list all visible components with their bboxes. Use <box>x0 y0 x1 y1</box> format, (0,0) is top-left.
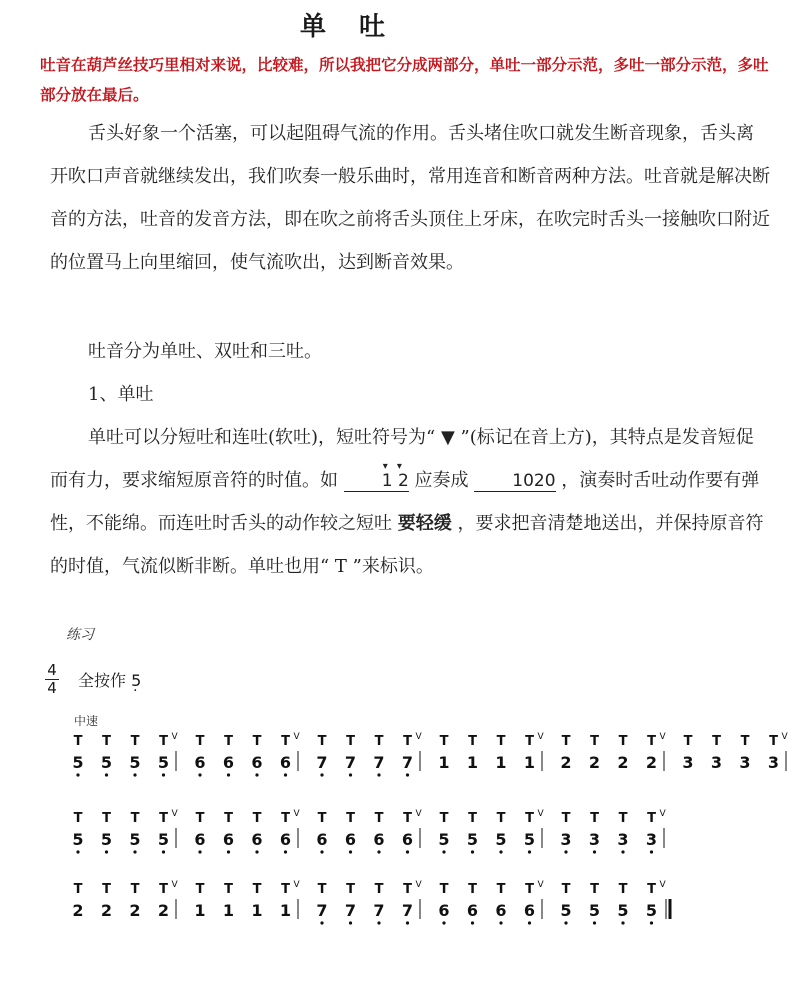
score-note: 7 <box>401 753 414 772</box>
octave-dot-below <box>320 773 323 776</box>
score-note: 3 <box>560 830 572 849</box>
score-note: 6 <box>194 830 206 849</box>
tongue-mark: T <box>769 734 778 749</box>
score-note: 6 <box>251 753 263 772</box>
score-note: 7 <box>344 901 357 920</box>
score-note: 2 <box>645 753 658 772</box>
tongue-mark: T <box>195 882 205 897</box>
octave-dot-below <box>105 850 108 853</box>
tongue-mark: T <box>439 882 449 897</box>
octave-dot-below <box>76 773 79 776</box>
paragraph-tonguing-types: 吐音分为单吐、双吐和三吐。 <box>88 341 322 362</box>
tongue-mark: T <box>73 882 83 897</box>
tongue-mark: T <box>159 811 168 826</box>
score-note: 7 <box>373 753 385 772</box>
score-note: 6 <box>222 830 235 849</box>
score-note: 5 <box>617 901 629 920</box>
tongue-mark: T <box>496 734 506 749</box>
octave-dot-below <box>255 850 258 853</box>
breath-mark: V <box>659 732 666 742</box>
tongue-mark: T <box>561 734 571 749</box>
score-note: 6 <box>344 830 357 849</box>
score-note: 2 <box>72 901 84 920</box>
octave-dot-below <box>621 921 624 924</box>
tongue-mark: T <box>525 734 534 749</box>
octave-dot-below <box>442 850 445 853</box>
octave-dot-below <box>349 850 352 853</box>
score-note: 6 <box>495 901 507 920</box>
time-signature-top: 4 <box>47 661 57 679</box>
octave-dot-below <box>349 773 352 776</box>
breath-mark: V <box>293 809 300 819</box>
breath-mark: V <box>415 732 422 742</box>
score-note: 1 <box>495 753 507 772</box>
score-note: 7 <box>316 753 328 772</box>
practice-label: 练习 <box>66 627 94 643</box>
score-note: 1 <box>466 753 479 772</box>
octave-dot-below <box>442 921 445 924</box>
score-note: 6 <box>316 830 328 849</box>
score-note: 5 <box>157 753 170 772</box>
score-note: 3 <box>710 753 723 772</box>
octave-dot-below <box>133 773 136 776</box>
score-note: 2 <box>129 901 141 920</box>
tongue-mark: T <box>525 811 534 826</box>
breath-mark: V <box>781 732 788 742</box>
time-signature-bottom: 4 <box>47 679 57 697</box>
octave-dot-below <box>593 921 596 924</box>
tongue-mark: T <box>317 882 327 897</box>
text-segment: 单吐可以分短吐和连吐(软吐)，短吐符号为“ ▼ ”(标记在音上方)，其特点是发音短促而有力，要求缩短原音符的时值。如 <box>50 427 754 491</box>
score-note: 1 <box>438 753 450 772</box>
tongue-mark: T <box>102 811 111 826</box>
score-note: 7 <box>344 753 357 772</box>
breath-mark: V <box>293 880 300 890</box>
breath-mark: V <box>415 880 422 890</box>
octave-dot-below <box>406 773 409 776</box>
score-note: 5 <box>72 753 84 772</box>
tongue-mark: T <box>590 734 599 749</box>
text-emphasis: 要轻缓 <box>397 513 452 534</box>
octave-dot-below <box>284 850 287 853</box>
octave-dot-below <box>227 850 230 853</box>
tongue-mark: T <box>468 811 477 826</box>
tongue-mark: T <box>317 811 327 826</box>
tongue-mark: T <box>130 811 140 826</box>
octave-dot-below <box>471 921 474 924</box>
score-note: 2 <box>617 753 629 772</box>
octave-dot-below <box>528 850 531 853</box>
octave-dot-below <box>564 921 567 924</box>
octave-dot-below <box>349 921 352 924</box>
tongue-mark: T <box>281 734 290 749</box>
score-note: 2 <box>560 753 572 772</box>
tongue-mark: T <box>618 734 628 749</box>
breath-mark: V <box>537 809 544 819</box>
score-note: 6 <box>438 901 450 920</box>
breath-mark: V <box>537 732 544 742</box>
tongue-mark: T <box>561 882 571 897</box>
octave-dot-below <box>162 850 165 853</box>
score-note: 1 <box>194 901 206 920</box>
tongue-mark: T <box>346 734 355 749</box>
text-segment: 应奏成 <box>414 470 469 491</box>
score-note: 3 <box>682 753 694 772</box>
tongue-mark: T <box>647 882 656 897</box>
example-notation-played: 1020 <box>474 471 555 492</box>
tongue-mark: T <box>712 734 721 749</box>
octave-dot-below <box>377 850 380 853</box>
score-note: 1 <box>523 753 536 772</box>
score-note: 3 <box>739 753 751 772</box>
fingering-text: 全按作 <box>78 671 127 690</box>
tongue-mark: T <box>590 882 599 897</box>
score-note: 7 <box>373 901 385 920</box>
octave-dot-below <box>499 850 502 853</box>
tongue-mark: T <box>130 734 140 749</box>
tongue-mark: T <box>252 882 262 897</box>
octave-dot-below <box>499 921 502 924</box>
octave-dot-below <box>621 850 624 853</box>
octave-dot-below <box>564 850 567 853</box>
section-heading-single-tonguing: 1、单吐 <box>88 384 154 405</box>
tongue-mark: T <box>403 734 412 749</box>
page-title: 单 吐 <box>300 12 398 42</box>
octave-dot-below <box>105 773 108 776</box>
octave-dot-below <box>162 773 165 776</box>
score-note: 6 <box>194 753 206 772</box>
breath-mark: V <box>293 732 300 742</box>
score-note: 6 <box>279 753 292 772</box>
tongue-mark: T <box>73 734 83 749</box>
octave-dot-below <box>76 850 79 853</box>
tongue-mark: T <box>346 811 355 826</box>
score-note: 6 <box>523 901 536 920</box>
breath-mark: V <box>171 809 178 819</box>
octave-dot-below <box>198 773 201 776</box>
tongue-mark: T <box>647 811 656 826</box>
tongue-mark: T <box>496 882 506 897</box>
tongue-mark: T <box>374 811 384 826</box>
tongue-mark: T <box>403 811 412 826</box>
octave-dot-below <box>650 921 653 924</box>
example-notation-staccato: ▾ ▾ 1 2 <box>344 471 409 492</box>
tongue-mark: T <box>102 882 111 897</box>
text-segment: ，要求把音清楚地送出，并保持原音符的时值，气流似断非断。单吐也用“ T ”来标识。 <box>50 513 764 577</box>
score-note: 5 <box>523 830 536 849</box>
score-note: 2 <box>157 901 170 920</box>
score-note: 1 <box>279 901 292 920</box>
score-note: 6 <box>222 753 235 772</box>
octave-dot-below <box>406 921 409 924</box>
text-segment: ，演奏时舌吐动作要有弹性，不能绵。而连吐时舌头的动作较之短吐 <box>50 470 760 534</box>
red-note: 吐音在葫芦丝技巧里相对来说，比较难，所以我把它分成两部分，单吐一部分示范，多吐一部分示范，多吐部分放在最后。 <box>40 55 769 104</box>
tongue-mark: T <box>683 734 693 749</box>
score-note: 5 <box>588 901 601 920</box>
tongue-mark: T <box>252 811 262 826</box>
octave-dot-below <box>471 850 474 853</box>
tongue-mark: T <box>374 734 384 749</box>
octave-dot-below <box>377 773 380 776</box>
score-note: 5 <box>129 753 141 772</box>
score-note: 5 <box>560 901 572 920</box>
octave-dot-below <box>406 850 409 853</box>
score-note: 5 <box>438 830 450 849</box>
tongue-mark: T <box>252 734 262 749</box>
tongue-mark: T <box>224 734 233 749</box>
tongue-mark: T <box>195 734 205 749</box>
tongue-mark: T <box>317 734 327 749</box>
score-note: 3 <box>588 830 601 849</box>
tongue-mark: T <box>525 882 534 897</box>
tongue-mark: T <box>102 734 111 749</box>
octave-dot-below <box>255 773 258 776</box>
tongue-mark: T <box>346 882 355 897</box>
score-note: 5 <box>495 830 507 849</box>
tongue-mark: T <box>439 734 449 749</box>
paragraph-tonguing-intro: 舌头好象一个活塞，可以起阻碍气流的作用。舌头堵住吹口就发生断音现象，舌头离开吹口声音就继续发出，我们吹奏一般乐曲时，常用连音和断音两种方法。吐音就是解决断音的方法，吐音的发音方法，即在吹之前将舌头顶住上牙床，在吹完时舌头一接触吹口附近的位置马上向里缩回，使气流吹出，达到断音效果。 <box>50 123 770 273</box>
tongue-mark: T <box>468 734 477 749</box>
tongue-mark: T <box>618 811 628 826</box>
tongue-mark: T <box>130 882 140 897</box>
score-note: 3 <box>645 830 658 849</box>
tongue-mark: T <box>195 811 205 826</box>
octave-dot-below <box>528 921 531 924</box>
score-note: 6 <box>251 830 263 849</box>
breath-mark: V <box>659 809 666 819</box>
tongue-mark: T <box>496 811 506 826</box>
tongue-mark: T <box>618 882 628 897</box>
octave-dot-below <box>650 850 653 853</box>
score-note: 7 <box>316 901 328 920</box>
tongue-mark: T <box>224 882 233 897</box>
score-note: 5 <box>129 830 141 849</box>
octave-dot-below <box>227 773 230 776</box>
tongue-mark: T <box>159 882 168 897</box>
score-note: 1 <box>251 901 263 920</box>
score-note: 2 <box>100 901 113 920</box>
tongue-mark: T <box>561 811 571 826</box>
breath-mark: V <box>171 880 178 890</box>
score-note: 5 <box>645 901 658 920</box>
score-note: 6 <box>279 830 292 849</box>
octave-dot-below <box>320 850 323 853</box>
tongue-mark: T <box>647 734 656 749</box>
score-note: 5 <box>100 753 113 772</box>
score-note: 5 <box>72 830 84 849</box>
tempo-marking: 中速 <box>74 714 99 728</box>
octave-dot-below <box>133 850 136 853</box>
tongue-mark: T <box>468 882 477 897</box>
octave-dot-below <box>320 921 323 924</box>
score-note: 2 <box>588 753 601 772</box>
score-note: 5 <box>100 830 113 849</box>
score-note: 7 <box>401 901 414 920</box>
score-note: 6 <box>401 830 414 849</box>
score-note: 6 <box>373 830 385 849</box>
score-note: 5 <box>157 830 170 849</box>
score-note: 1 <box>222 901 235 920</box>
fingering-note: 5 · <box>131 671 141 690</box>
tongue-mark: T <box>740 734 750 749</box>
score-note: 3 <box>767 753 780 772</box>
score-note: 3 <box>617 830 629 849</box>
breath-mark: V <box>171 732 178 742</box>
octave-dot-below <box>377 921 380 924</box>
tongue-mark: T <box>590 811 599 826</box>
tongue-mark: T <box>281 882 290 897</box>
octave-dot-below <box>284 773 287 776</box>
tongue-mark: T <box>159 734 168 749</box>
score-note: 6 <box>466 901 479 920</box>
breath-mark: V <box>415 809 422 819</box>
tongue-mark: T <box>374 882 384 897</box>
score-note: 5 <box>466 830 479 849</box>
tongue-mark: T <box>403 882 412 897</box>
octave-dot-below <box>593 850 596 853</box>
octave-dot-below <box>198 850 201 853</box>
breath-mark: V <box>659 880 666 890</box>
tongue-mark: T <box>439 811 449 826</box>
tongue-mark: T <box>281 811 290 826</box>
tongue-mark: T <box>224 811 233 826</box>
breath-mark: V <box>537 880 544 890</box>
tongue-mark: T <box>73 811 83 826</box>
